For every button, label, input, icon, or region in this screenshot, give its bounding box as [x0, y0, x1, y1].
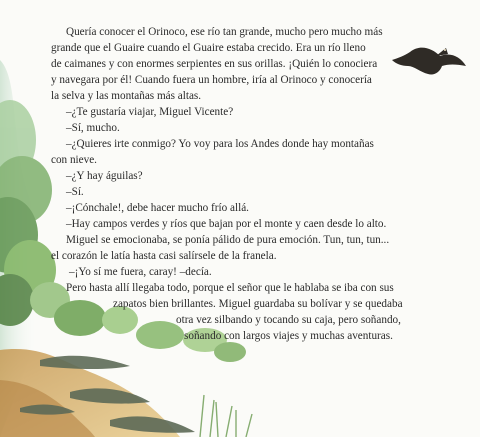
story-line: Miguel se emocionaba, se ponía pálido de pura emoción. Tun, tun, tun...	[66, 234, 390, 246]
story-line: el corazón le latía hasta casi salírsele de la franela.	[51, 250, 277, 262]
story-line: de caimanes y con enormes serpientes en sus orillas. ¡Quién lo conociera	[51, 58, 378, 70]
story-line: con nieve.	[51, 154, 97, 166]
story-line: –¿Quieres irte conmigo? Yo voy para los Andes donde hay montañas	[66, 138, 374, 150]
story-line: –¡Yo sí me fuera, caray! –decía.	[69, 266, 212, 278]
story-line: –Sí, mucho.	[66, 122, 120, 134]
story-line: y navegara por él! Cuando fuera un hombre, iría al Orinoco y conocería	[51, 74, 372, 86]
story-line: Quería conocer el Orinoco, ese río tan grande, mucho pero mucho más	[66, 26, 383, 38]
story-line: –Hay campos verdes y ríos que bajan por el monte y caen desde lo alto.	[66, 218, 387, 230]
story-line: la selva y las montañas más altas.	[51, 90, 202, 102]
story-line: –¡Cónchale!, debe hacer mucho frío allá.	[66, 202, 249, 214]
story-line: Pero hasta allí llegaba todo, porque el señor que le hablaba se iba con sus	[66, 282, 394, 294]
story-line: soñando con largos viajes y muchas aventuras.	[184, 330, 393, 342]
story-line: –Sí.	[66, 186, 84, 198]
story-line: zapatos bien brillantes. Miguel guardaba su bolívar y se quedaba	[113, 298, 403, 310]
story-line: –¿Y hay águilas?	[66, 170, 143, 182]
story-line: grande que el Guaire cuando el Guaire estaba crecido. Era un río lleno	[51, 42, 366, 54]
story-line: otra vez silbando y tocando su caja, pero soñando,	[176, 314, 401, 326]
story-line: –¿Te gustaría viajar, Miguel Vicente?	[66, 106, 234, 118]
